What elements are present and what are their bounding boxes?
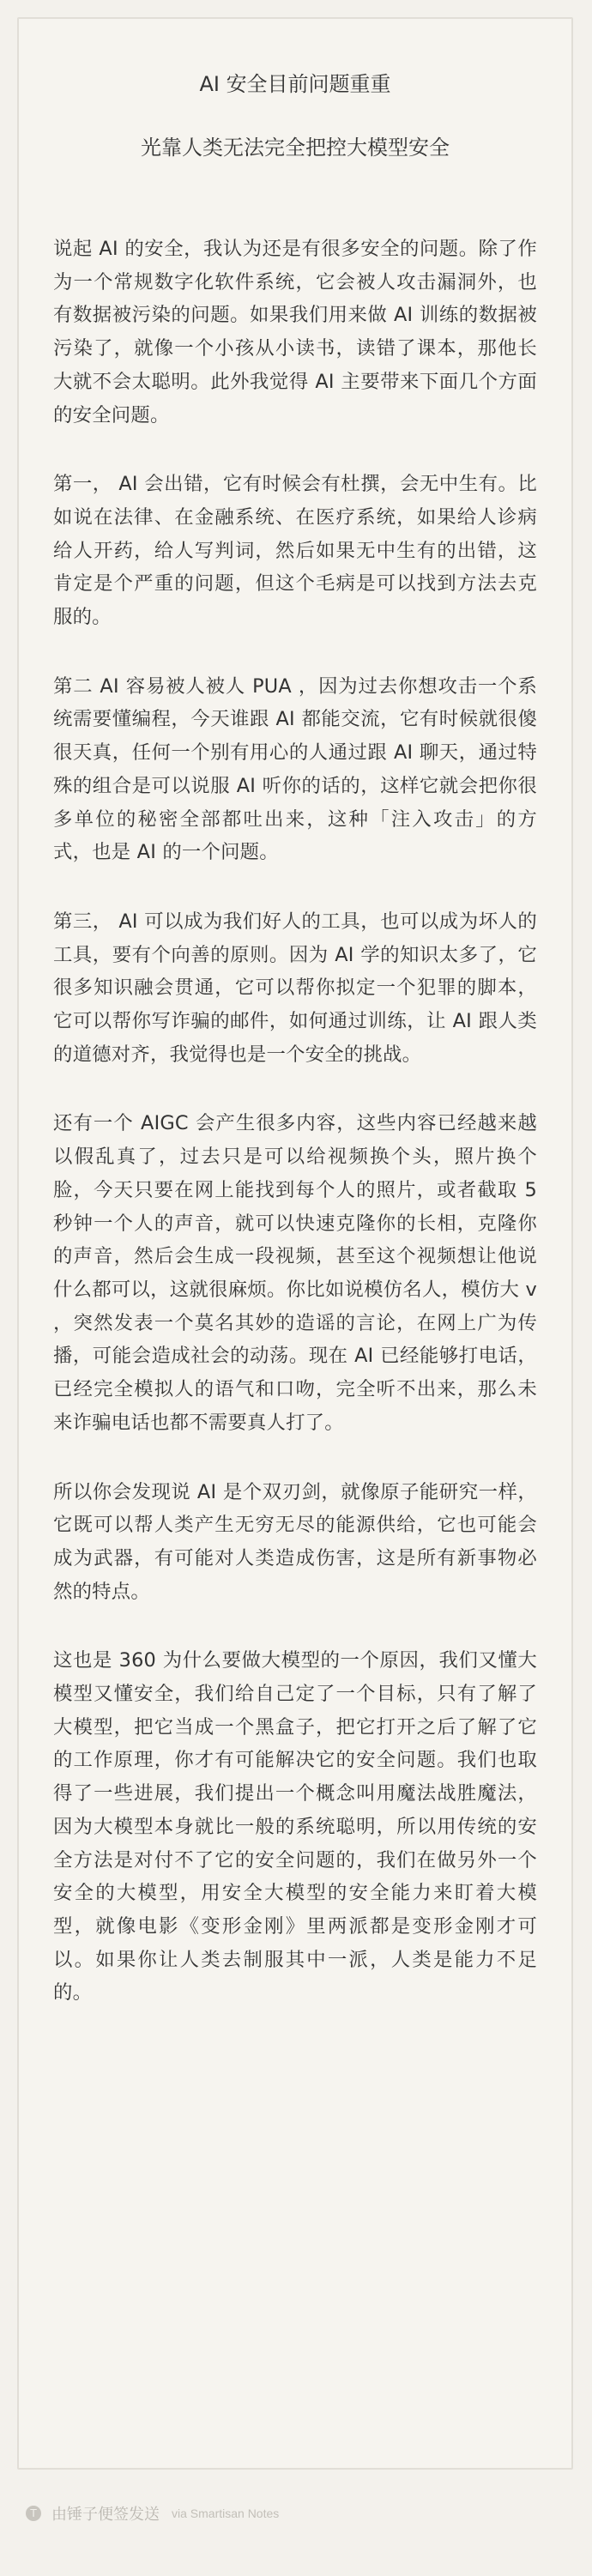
footer — [26, 2500, 279, 2526]
paragraph: 第三， AI 可以成为我们好人的工具，也可以成为坏人的工具，要有个向善的原则。因为 AI 学的知识太多了，它很多知识融会贯通，它可以帮你拟定一个犯罪的脚本，它可以帮你写诈骗的邮件，如何通过训练，让 AI 跟人类的道德对齐，我觉得也是一个安全的挑战。 — [53, 910, 537, 1066]
note-title: AI 安全目前问题重重 — [199, 72, 391, 96]
note-subtitle: 光靠人类无法完全把控大模型安全 — [141, 136, 450, 160]
paragraph: 还有一个 AIGC 会产生很多内容，这些内容已经越来越以假乱真了，过去只是可以给视频换个头，照片换个脸，今天只要在网上能找到每个人的照片，或者截取 5 秒钟一个人的声音，就可以快速克隆你的长相，克隆你的声音，然后会生成一段视频，甚至这个视频想让他说什么都可以，这就很麻烦。你比如说模仿名人，模仿大 v ，突然发表一个莫名其妙的造谣的言论，在网上广为传播，可能会造成社会的动荡。现在 AI 已经能够打电话，已经完全模拟人的语气和口吻，完全听不出来，那么未来诈骗电话也都不需要真人打了。 — [53, 1112, 537, 1434]
sent-by-label: 由锤子便签发送 — [51, 2506, 160, 2524]
paragraph: 这也是 360 为什么要做大模型的一个原因，我们又懂大模型又懂安全，我们给自己定了一个目标，只有了解了大模型，把它当成一个黑盒子，把它打开之后了解了它的工作原理，你才有可能解决它的安全问题。我们也取得了一些进展，我们提出一个概念叫用魔法战胜魔法，因为大模型本身就比一般的系统聪明，所以用传统的安全方法是对付不了它的安全问题的，我们在做另外一个安全的大模型，用安全大模型的安全能力来盯着大模型，就像电影《变形金刚》里两派都是变形金刚才可以。如果你让人类去制服其中一派，人类是能力不足的。 — [53, 1649, 537, 2005]
note-card — [17, 17, 573, 2470]
via-label: via Smartisan Notes — [172, 2506, 280, 2520]
paragraph: 第一， AI 会出错，它有时候会有杜撰，会无中生有。比如说在法律、在金融系统、在医疗系统，如果给人诊病给人开药，给人写判词，然后如果无中生有的出错，这肯定是个严重的问题，但这个毛病是可以找到方法去克服的。 — [53, 473, 537, 629]
smartisan-logo-icon: T — [26, 2506, 41, 2521]
paragraph: 所以你会发现说 AI 是个双刃剑，就像原子能研究一样，它既可以帮人类产生无穷无尽的能源供给，它也可能会成为武器，有可能对人类造成伤害，这是所有新事物必然的特点。 — [53, 1480, 537, 1603]
paragraph: 第二 AI 容易被人被人 PUA ，因为过去你想攻击一个系统需要懂编程，今天谁跟 AI 都能交流，它有时候就很傻很天真，任何一个别有用心的人通过跟 AI 聊天，通过特殊的组合是可以说服 AI 听你的话的，这样它就会把你很多单位的秘密全部都吐出来，这种「注入攻击」的方式，也是 AI 的一个问题。 — [53, 674, 537, 864]
paragraph: 说起 AI 的安全，我认为还是有很多安全的问题。除了作为一个常规数字化软件系统，它会被人攻击漏洞外，也有数据被污染的问题。如果我们用来做 AI 训练的数据被污染了，就像一个小孩从小读书，读错了课本，那他长大就不会太聪明。此外我觉得 AI 主要带来下面几个方面的安全问题。 — [53, 238, 537, 426]
